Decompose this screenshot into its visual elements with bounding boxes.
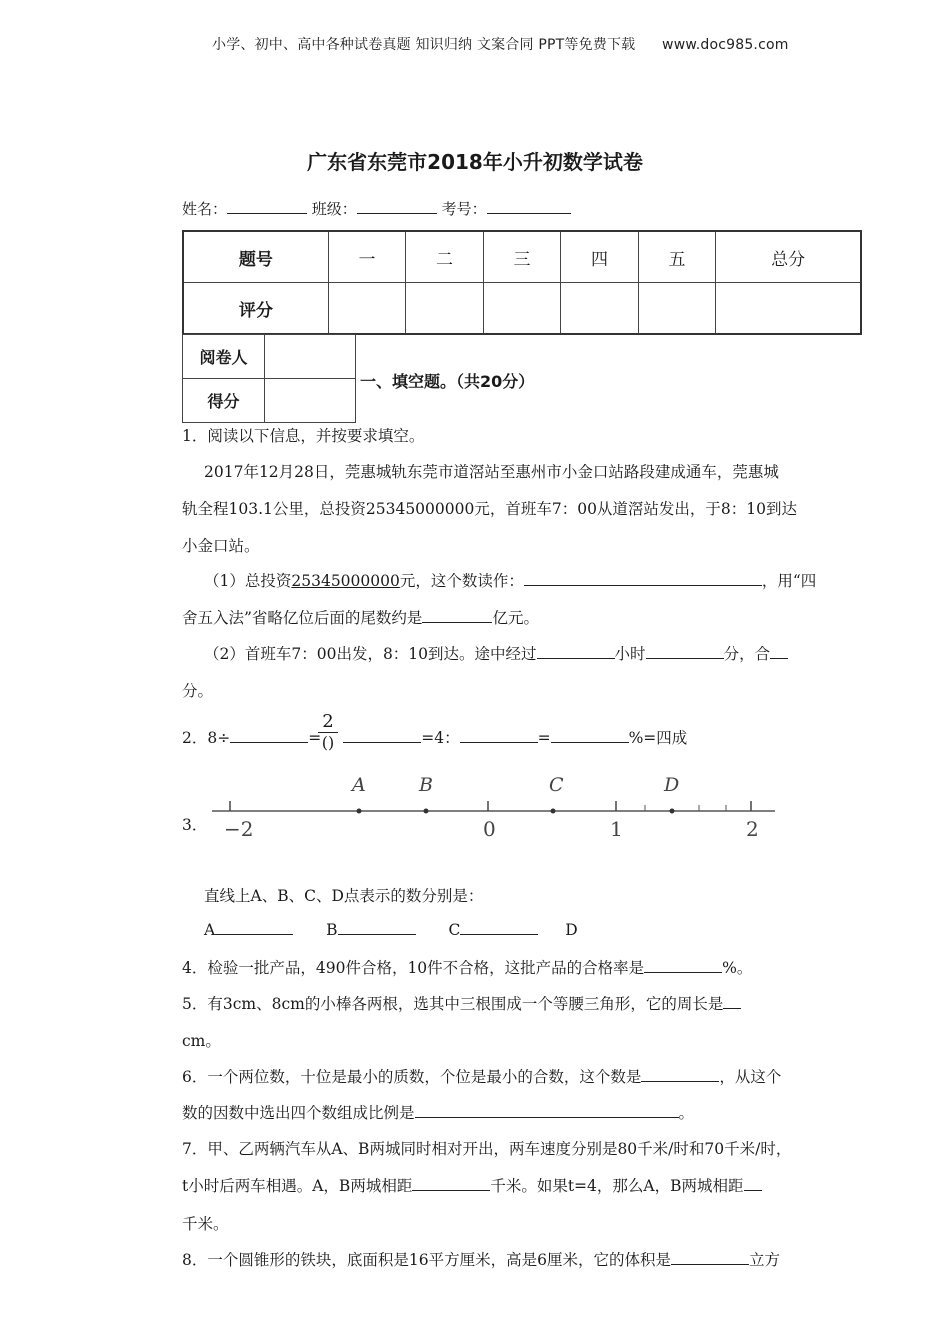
q1-reading-blank[interactable]: [524, 571, 762, 586]
q1-minutes-blank[interactable]: [646, 644, 724, 659]
q1-investment-number: 25345000000: [291, 572, 400, 590]
page-title: 广东省东莞市2018年小升初数学试卷: [307, 150, 643, 174]
point-label: A: [352, 774, 366, 796]
q1-part2: [204, 642, 788, 664]
tick-label: 0: [483, 817, 496, 841]
q6-blank[interactable]: [641, 1067, 719, 1082]
score-table-row: [183, 283, 861, 335]
point-b: [424, 809, 429, 814]
q1-round-blank[interactable]: [422, 608, 492, 623]
point-label: C: [549, 774, 564, 796]
q1-p1-text: （1）总投资: [204, 572, 292, 590]
score-header-cell: 题号: [183, 231, 328, 283]
q2-text: 2．8÷: [182, 729, 231, 747]
q1-p1-text: ，用“四: [761, 572, 817, 590]
q3-answer-label: B: [326, 921, 338, 939]
score-label: 得分: [183, 379, 265, 423]
q6-text: 6．一个两位数，十位是最小的质数，个位是最小的合数，这个数是: [182, 1068, 642, 1086]
score-value-cell[interactable]: [265, 379, 356, 423]
q5-text: 5．有3cm、8cm的小棒各两根，选其中三根围成一个等腰三角形，它的周长是: [182, 995, 724, 1013]
q2-fraction-numerator: 2: [318, 712, 338, 733]
q4-text: %。: [722, 959, 753, 977]
score-header-cell: 一: [328, 231, 405, 283]
q7-text: t小时后两车相遇。A，B两城相距: [182, 1177, 413, 1195]
number-line: [200, 770, 800, 850]
q2-blank[interactable]: [343, 728, 421, 743]
point-label: D: [664, 774, 680, 796]
score-cell[interactable]: [328, 283, 405, 335]
name-blank[interactable]: [227, 199, 307, 214]
class-blank[interactable]: [357, 199, 437, 214]
q6-text: 。: [678, 1104, 695, 1122]
q1-p2-text: （2）首班车7：00出发，8：10到达。途中经过: [204, 645, 537, 663]
id-label: 考号：: [441, 200, 487, 218]
point-label: B: [419, 774, 433, 796]
q3-answer-blank[interactable]: [460, 920, 538, 935]
q8: [182, 1248, 780, 1270]
reviewer-cell[interactable]: [265, 335, 356, 379]
score-header-cell: 四: [561, 231, 638, 283]
q7-blank[interactable]: [744, 1176, 762, 1191]
q1-part1: [204, 569, 816, 591]
score-header-cell: 三: [483, 231, 560, 283]
score-row-label: 评分: [183, 283, 328, 335]
q2-text: %=四成: [628, 729, 688, 747]
q8-blank[interactable]: [671, 1250, 749, 1265]
point-d: [670, 809, 675, 814]
q8-text: 8．一个圆锥形的铁块，底面积是16平方厘米，高是6厘米，它的体积是: [182, 1251, 671, 1269]
score-cell[interactable]: [561, 283, 638, 335]
q7-end: 千米。: [182, 1215, 229, 1233]
score-cell[interactable]: [483, 283, 560, 335]
q2-blank[interactable]: [460, 728, 538, 743]
student-info: [182, 198, 571, 219]
minor-ticks: [645, 805, 726, 811]
point-a: [357, 809, 362, 814]
q3-answer-label: D: [565, 921, 578, 939]
header-text: 小学、初中、高中各种试卷真题 知识归纳 文案合同 PPT等免费下载: [212, 37, 636, 53]
class-label: 班级：: [311, 200, 357, 218]
q2: [182, 726, 687, 748]
q3-answer-label: C: [448, 921, 461, 939]
q6-text: 数的因数中选出四个数组成比例是: [182, 1104, 415, 1122]
q5: [182, 992, 741, 1014]
q1-p1-text: 亿元。: [492, 609, 539, 627]
id-blank[interactable]: [487, 199, 571, 214]
q1-para: 小金口站。: [182, 537, 260, 555]
q1-p2-text: 小时: [614, 645, 646, 663]
q6-cont: [182, 1101, 694, 1123]
q3-answer-label: A: [204, 921, 216, 939]
q3-number: 3．: [182, 816, 208, 834]
q5-end: cm。: [182, 1032, 221, 1050]
score-header-cell: 五: [638, 231, 715, 283]
score-cell[interactable]: [716, 283, 861, 335]
q7: 7．甲、乙两辆汽车从A、B两城同时相对开出，两车速度分别是80千米/时和70千米/时，: [182, 1140, 792, 1158]
q2-text: =: [308, 729, 322, 747]
q1-p1-text: 元，这个数读作：: [399, 572, 524, 590]
score-header-cell: 二: [406, 231, 483, 283]
q1-para: 轨全程103.1公里，总投资25345000000元，首班车7：00从道滘站发出，于8：10到达: [182, 500, 798, 518]
score-table: [182, 230, 862, 335]
q3-answers: [204, 920, 578, 939]
q8-text: 立方: [748, 1251, 780, 1269]
score-cell[interactable]: [638, 283, 715, 335]
q6-text: ，从这个: [719, 1068, 782, 1086]
q1-p2-text: 分，合: [723, 645, 771, 663]
q3-answer-blank[interactable]: [215, 920, 293, 935]
q6-ratio-blank[interactable]: [415, 1103, 679, 1118]
q1-part1-cont: [182, 606, 539, 628]
tick-label: −2: [224, 817, 254, 841]
q1-para: 2017年12月28日，莞惠城轨东莞市道滘站至惠州市小金口站路段建成通车，莞惠城: [204, 463, 779, 481]
q2-text: =: [537, 729, 551, 747]
q3-answer-blank[interactable]: [338, 920, 416, 935]
q7-cont: [182, 1174, 762, 1196]
q1-part2-end: 分。: [182, 682, 214, 700]
page-header: [212, 34, 789, 54]
score-header-cell: 总分: [716, 231, 861, 283]
name-label: 姓名：: [182, 200, 228, 218]
q2-text: =4：: [421, 729, 460, 747]
header-url[interactable]: www.doc985.com: [662, 37, 789, 53]
q7-blank[interactable]: [412, 1176, 490, 1191]
q5-blank[interactable]: [723, 994, 741, 1009]
tick-label: 1: [610, 817, 623, 841]
q1-hours-blank[interactable]: [537, 644, 615, 659]
tick-label: 2: [746, 817, 759, 841]
q4-blank[interactable]: [644, 958, 722, 973]
q3-prompt: 直线上A、B、C、D点表示的数分别是：: [204, 887, 484, 905]
q2-blank[interactable]: [551, 728, 629, 743]
q4-text: 4．检验一批产品，490件合格，10件不合格，这批产品的合格率是: [182, 959, 645, 977]
score-table-header-row: [183, 231, 861, 283]
q1-stem: 1．阅读以下信息，并按要求填空。: [182, 427, 425, 445]
q2-fraction-denominator: (): [321, 733, 335, 752]
section-heading: 一、填空题。（共20分）: [360, 372, 535, 391]
score-cell[interactable]: [406, 283, 483, 335]
q1-total-minutes-blank[interactable]: [770, 644, 788, 659]
q4: [182, 956, 752, 978]
q2-fraction: [318, 712, 338, 753]
q6: [182, 1065, 781, 1087]
grader-table: [182, 334, 356, 423]
q7-text: 千米。如果t=4，那么A，B两城相距: [490, 1177, 744, 1195]
q2-blank[interactable]: [230, 728, 308, 743]
q1-p1-text: 舍五入法”省略亿位后面的尾数约是: [182, 609, 423, 627]
reviewer-label: 阅卷人: [183, 335, 265, 379]
point-c: [551, 809, 556, 814]
